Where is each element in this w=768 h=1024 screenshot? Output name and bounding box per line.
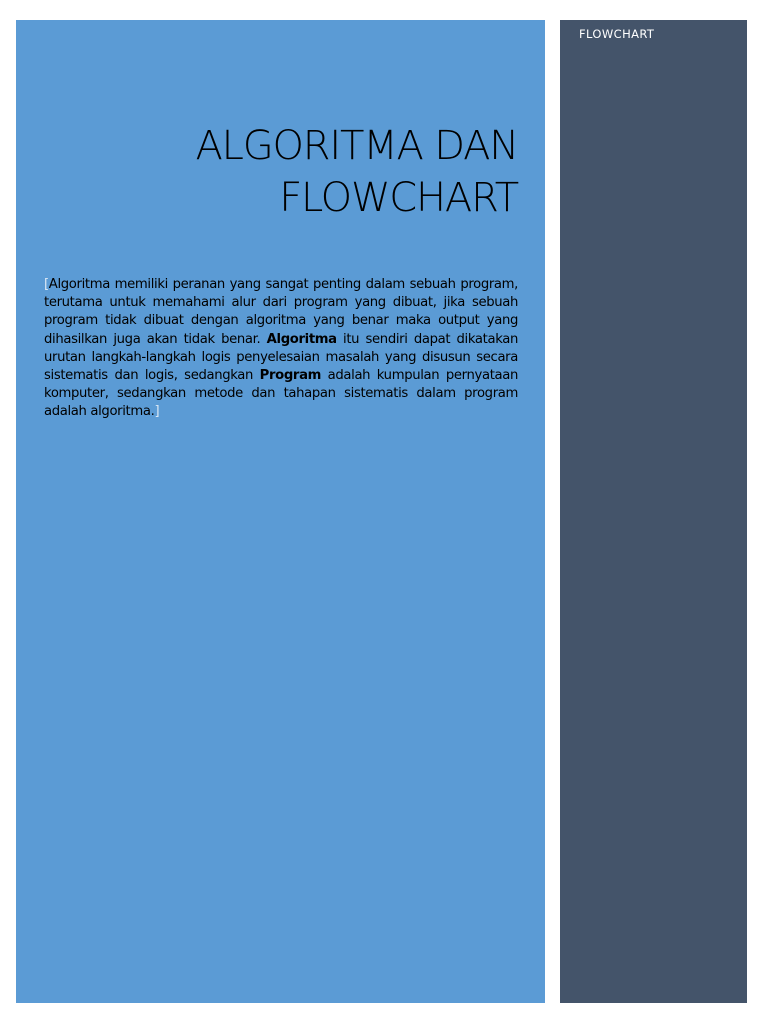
abstract-close-bracket: ] — [154, 404, 160, 420]
cover-abstract — [44, 276, 518, 422]
cover-main-panel — [16, 20, 545, 1003]
abstract-text-part-1: Algoritma memiliki peranan yang sangat penting dalam sebuah program, terutama untuk memahami alur dari program yang dibuat, jika sebuah program tidak dibuat dengan algoritma yang benar maka output yang dihasilkan juga akan tidak benar. — [44, 277, 518, 347]
abstract-text-part-3: adalah kumpulan pernyataan komputer, sedangkan metode dan tahapan sistematis dalam program adalah algoritma. — [44, 368, 519, 420]
abstract-bold-program: Program — [259, 368, 322, 384]
abstract-open-bracket: [ — [44, 277, 49, 292]
side-panel-label: FLOWCHART — [579, 27, 655, 41]
cover-title-line-2: FLOWCHART — [279, 175, 518, 221]
cover-side-panel — [560, 20, 747, 1003]
abstract-bold-algoritma: Algoritma — [266, 331, 337, 347]
abstract-text-part-2: itu sendiri dapat dikatakan urutan langkah-langkah logis penyelesaian masalah yang disusun secara sistematis dan logis, sedangkan — [44, 331, 518, 384]
cover-title — [48, 120, 518, 224]
cover-title-line-1: ALGORITMA DAN — [195, 123, 518, 169]
